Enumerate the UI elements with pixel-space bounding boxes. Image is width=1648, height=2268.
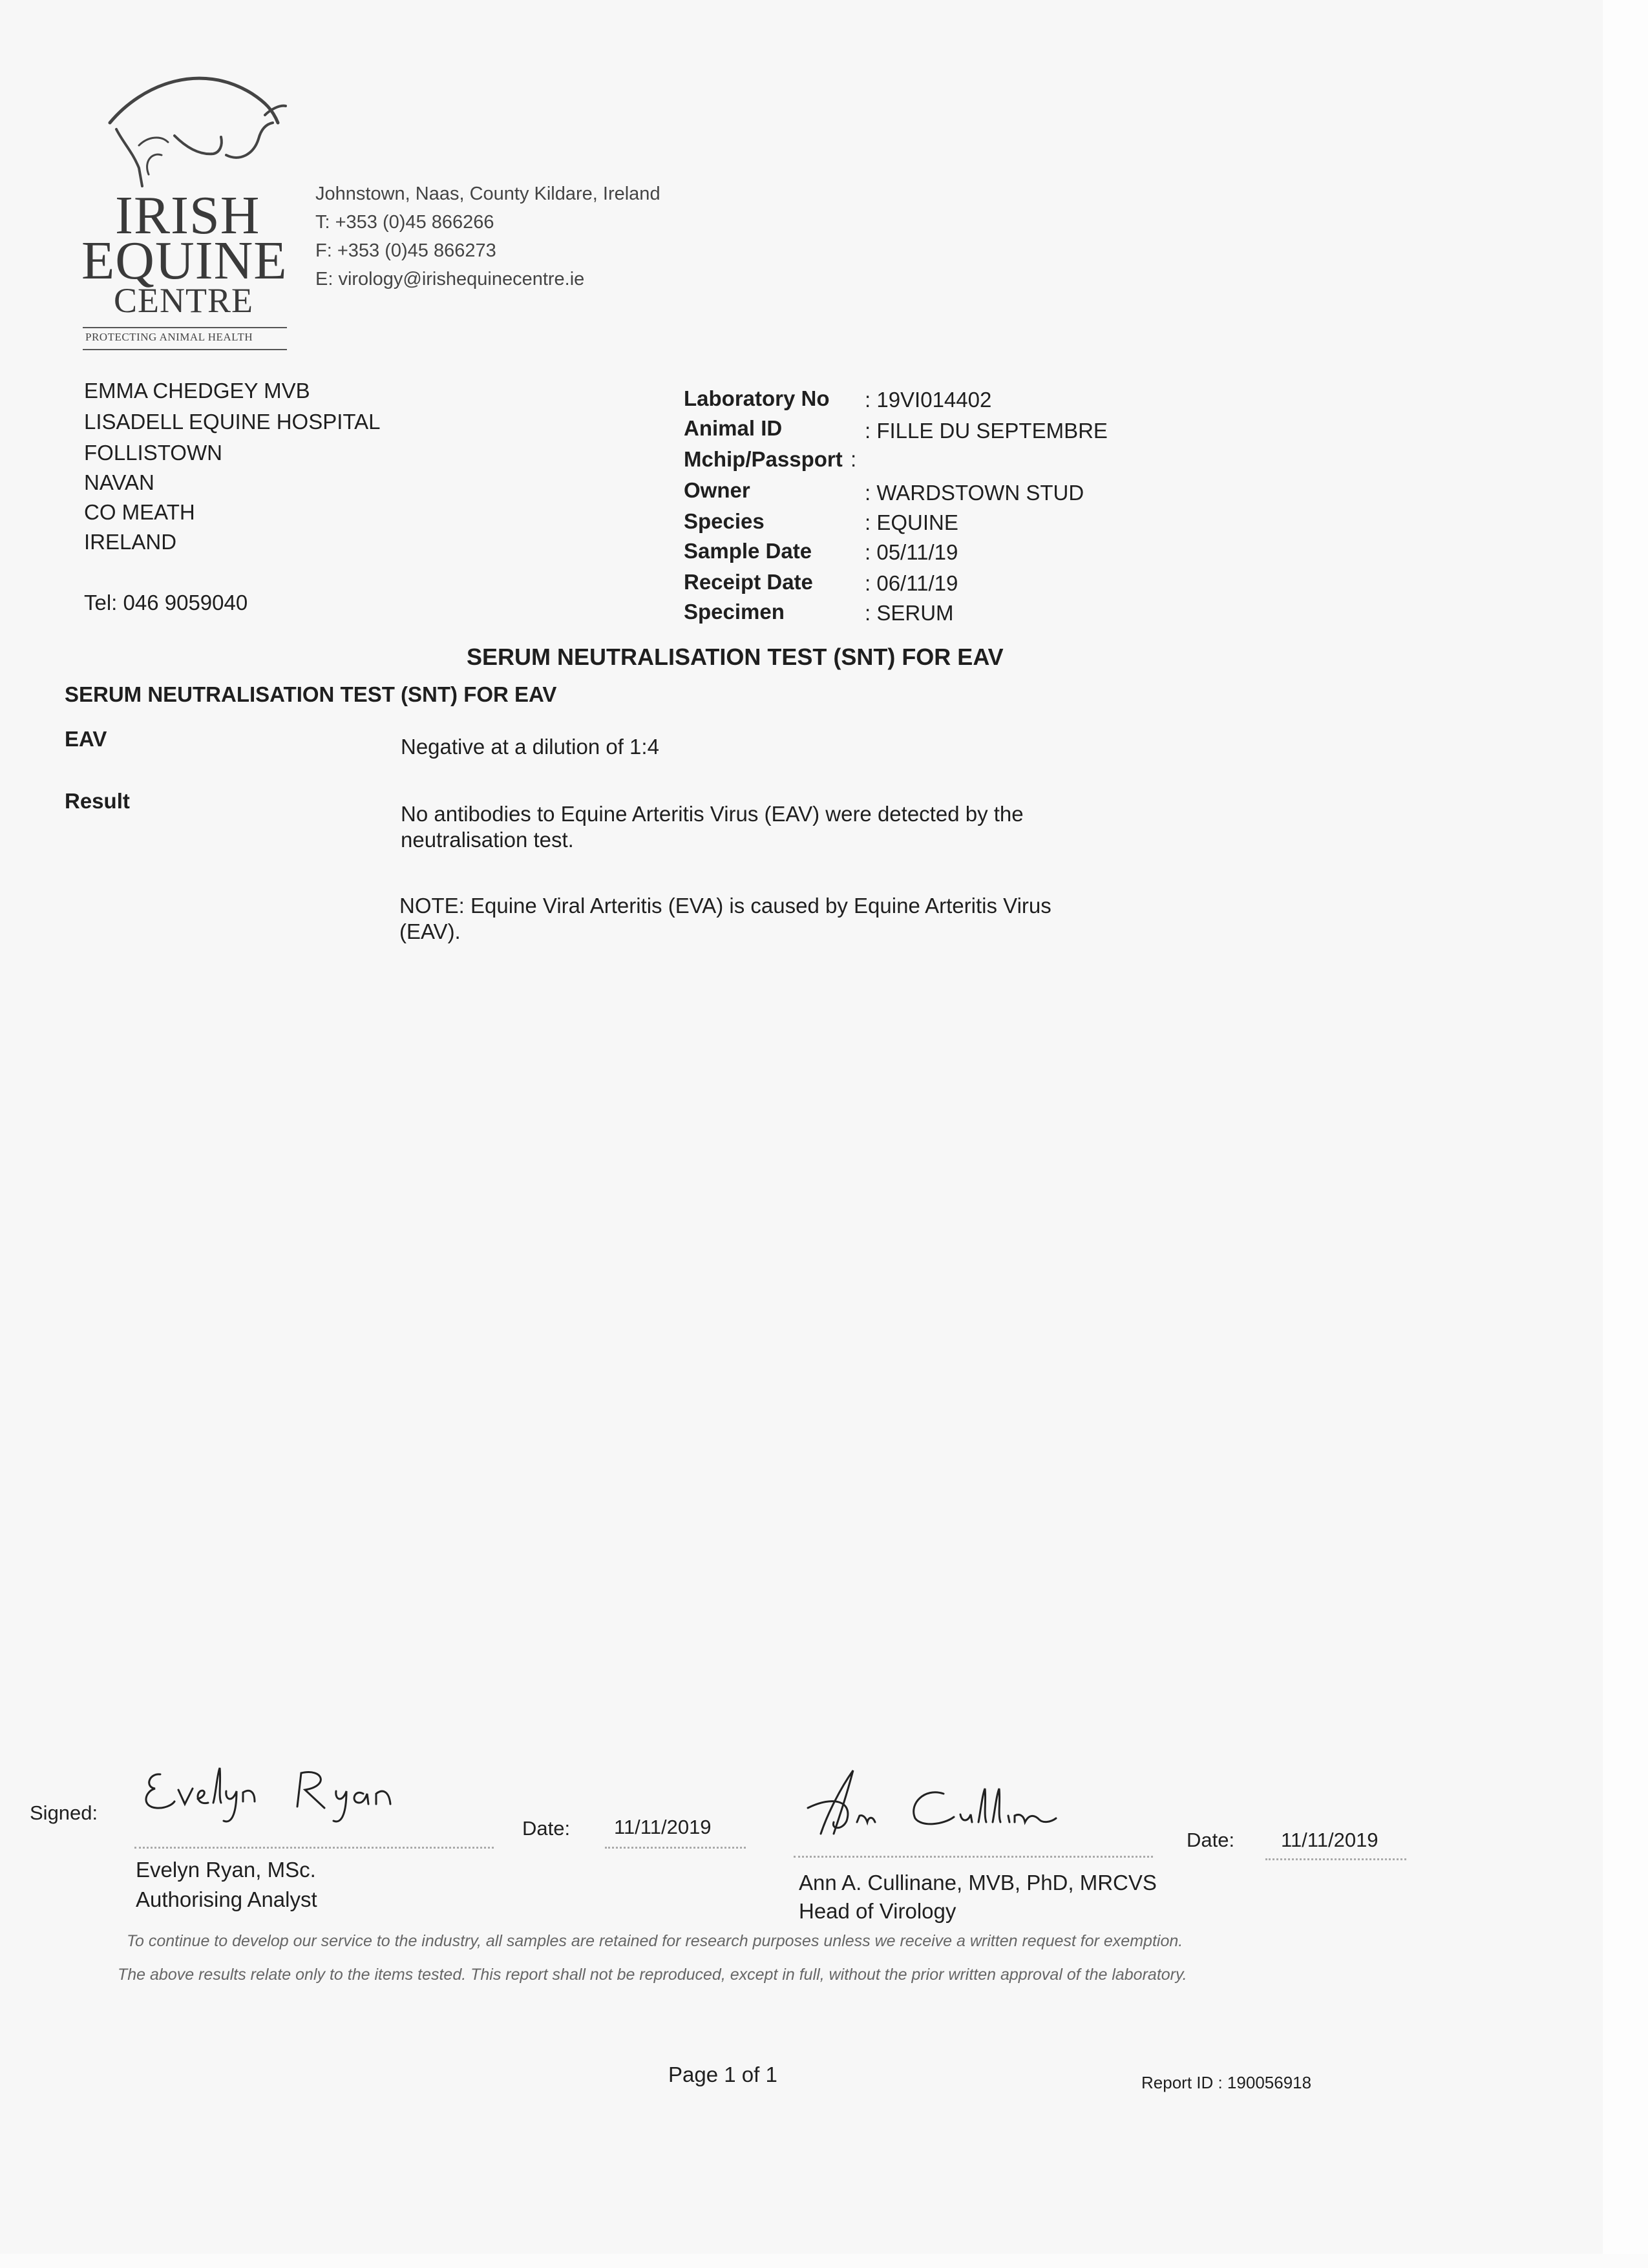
field-label-sample-date: Sample Date xyxy=(684,539,812,563)
date-label: Date: xyxy=(522,1817,571,1840)
signatory-name: Evelyn Ryan, MSc. xyxy=(136,1858,316,1882)
lab-address: Johnstown, Naas, County Kildare, Ireland xyxy=(315,184,660,204)
signature-line xyxy=(794,1856,1153,1858)
lab-email: E: virology@irishequinecentre.ie xyxy=(315,269,585,289)
field-value-sample-date: : 05/11/19 xyxy=(865,540,958,564)
date-label: Date: xyxy=(1187,1829,1235,1851)
lab-phone: T: +353 (0)45 866266 xyxy=(315,212,494,233)
field-value-species: : EQUINE xyxy=(865,510,958,534)
field-label-specimen: Specimen xyxy=(684,600,785,624)
signed-label: Signed: xyxy=(30,1801,98,1824)
field-value-specimen: : SERUM xyxy=(865,601,954,625)
recipient-line: LISADELL EQUINE HOSPITAL xyxy=(84,410,381,434)
recipient-line: NAVAN xyxy=(84,470,154,494)
recipient-line: FOLLISTOWN xyxy=(84,441,222,465)
signature-ann-cullinane xyxy=(795,1763,1099,1847)
logo-tagline: PROTECTING ANIMAL HEALTH xyxy=(85,331,253,343)
field-label-receipt-date: Receipt Date xyxy=(684,570,813,594)
field-label-owner: Owner xyxy=(684,478,750,502)
report-id: Report ID : 190056918 xyxy=(1141,2073,1312,2092)
footer-disclaimer: The above results relate only to the items tested. This report shall not be reproduced, except in full, without the prior written approval of the laboratory. xyxy=(118,1966,1187,1984)
signature-evelyn-ryan xyxy=(136,1748,439,1832)
signature-date: 11/11/2019 xyxy=(614,1816,712,1838)
field-label-mchip-passport: Mchip/Passport xyxy=(684,447,843,471)
signatory-role: Authorising Analyst xyxy=(136,1887,317,1911)
recipient-line: CO MEATH xyxy=(84,500,195,524)
field-label-animal-id: Animal ID xyxy=(684,416,783,440)
test-title: SERUM NEUTRALISATION TEST (SNT) FOR EAV xyxy=(467,644,1004,670)
date-line xyxy=(605,1847,746,1849)
lab-fax: F: +353 (0)45 866273 xyxy=(315,240,496,261)
field-value-owner: : WARDSTOWN STUD xyxy=(865,481,1084,505)
section-title: SERUM NEUTRALISATION TEST (SNT) FOR EAV xyxy=(65,682,557,706)
field-label-laboratory-no: Laboratory No xyxy=(684,386,830,410)
field-value-animal-id: : FILLE DU SEPTEMBRE xyxy=(865,419,1108,443)
logo-text-irish: IRISH xyxy=(115,185,260,246)
date-line xyxy=(1265,1858,1406,1860)
recipient-tel: Tel: 046 9059040 xyxy=(84,591,248,614)
field-value-mchip-passport: : xyxy=(850,447,857,471)
recipient-line: IRELAND xyxy=(84,530,177,554)
field-label-species: Species xyxy=(684,509,765,533)
result-text: neutralisation test. xyxy=(401,828,574,852)
footer-retention-note: To continue to develop our service to the industry, all samples are retained for research purposes unless we receive a written request for exemption. xyxy=(127,1932,1183,1950)
result-label: Result xyxy=(65,789,130,813)
result-text: No antibodies to Equine Arteritis Virus (EAV) were detected by the xyxy=(401,802,1024,826)
signature-line xyxy=(134,1847,494,1849)
signatory-name: Ann A. Cullinane, MVB, PhD, MRCVS xyxy=(799,1871,1157,1895)
page-edge xyxy=(1603,0,1648,2268)
result-note: NOTE: Equine Viral Arteritis (EVA) is caused by Equine Arteritis Virus xyxy=(399,894,1051,918)
logo-text-equine: EQUINE xyxy=(81,231,288,291)
logo-divider xyxy=(83,327,287,328)
page-edge-bottom xyxy=(0,2254,1648,2268)
logo-divider xyxy=(83,349,287,350)
field-value-receipt-date: : 06/11/19 xyxy=(865,571,958,595)
eav-label: EAV xyxy=(65,727,107,751)
signature-date: 11/11/2019 xyxy=(1281,1829,1379,1851)
field-value-laboratory-no: : 19VI014402 xyxy=(865,388,992,412)
result-note: (EAV). xyxy=(399,919,461,943)
recipient-line: EMMA CHEDGEY MVB xyxy=(84,379,310,403)
eav-value: Negative at a dilution of 1:4 xyxy=(401,735,659,759)
horse-logo-icon xyxy=(103,65,297,194)
logo-text-centre: CENTRE xyxy=(114,281,253,320)
signatory-role: Head of Virology xyxy=(799,1899,956,1923)
page-number: Page 1 of 1 xyxy=(668,2063,777,2086)
